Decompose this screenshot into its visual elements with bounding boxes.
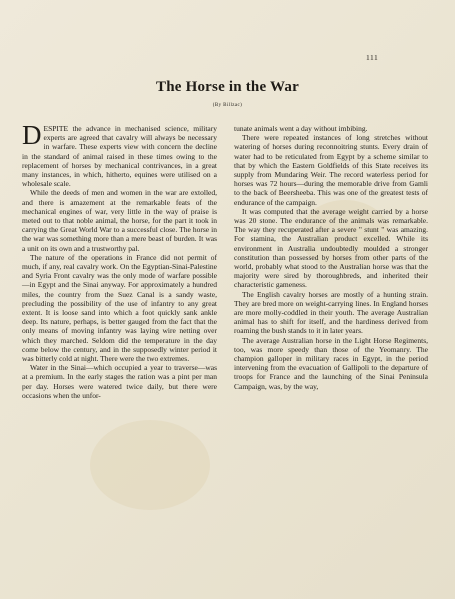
article-title: The Horse in the War	[156, 79, 299, 95]
paper-stain	[90, 420, 210, 510]
paragraph: It was computed that the average weight carried by a horse was 20 stone. The endurance of the animals was remarkable. The way they recuperated after a severe " stunt " was amazing. For stamina, the Australian product excelled. While its environment in Australia undoubtedly moulded a stronger constitution than possessed by horses from other parts of the world, probably what stood to the Australian horse was that the majority were sired by thoroughbreds, and inherited their characteristic gameness.	[234, 206, 428, 290]
paragraph: There were repeated instances of long stretches without watering of horses during reconnoitring stunts. Every drain of water had to be reticulated from Egypt by a scheme similar to that by which the Eastern Goldfields of this State receives its supply from Mundaring Weir. The record waterless period for horses was 72 hours—during the memorable drive from Gamli to the back of Beersheeba. This was one of the greatest tests of endurance of the campaign.	[234, 133, 428, 207]
left-column	[22, 120, 217, 400]
paragraph: While the deeds of men and women in the war are extolled, and there is amazement at the remarkable feats of the mechanical engines of war, very little in the way of praise is meted out to that noble animal, the horse, for the part it took in carrying the Great World War to a successful close. The horse in the war was something more than a mere beast of burden. It was a unit on its own and a trustworthy pal.	[22, 188, 217, 253]
right-column	[234, 124, 428, 391]
drop-cap: D	[22, 120, 42, 150]
paragraph	[22, 120, 217, 189]
page-number: 111	[366, 53, 379, 62]
paragraph-text: ESPITE the advance in mechanised science, military experts are agreed that cavalry will always be necessary in warfare. These experts view with concern the decline in the standard of animal raised in these times owing to the replacement of horses by mechanical contrivances, in a great many instances, in which, hitherto, equines were utilised on a wholesale scale.	[22, 124, 217, 189]
article-byline: (By Billzac)	[212, 103, 243, 108]
paragraph: Water in the Sinai—which occupied a year to traverse—was at a premium. In the early stages the ration was a pint per man per day. Horses were watered twice daily, but there were occasions when the unfor-	[22, 363, 217, 400]
paragraph: The English cavalry horses are mostly of a hunting strain. They are bred more on weight-carrying lines. In England horses are more molly-coddled in their youth. The average Australian animal has to shift for itself, and the hardiness derived from roaming the bush stands to it in later years.	[234, 289, 428, 336]
paragraph: tunate animals went a day without imbibing.	[234, 124, 368, 133]
paragraph: The average Australian horse in the Light Horse Regiments, too, was more speedy than those of the Yeomanry. The champion galloper in military races in Egypt, in the period intervening from the evacuation of Gallipoli to the departure of troops for France and the launching of the Sinai Peninsula Campaign, was, by the way,	[234, 335, 428, 391]
paragraph: The nature of the operations in France did not permit of much, if any, real cavalry work. On the Egyptian-Sinai-Palestine and Syria Front cavalry was the only mode of warfare possible—in Egypt and the Sinai anyway. For approximately a hundred miles, the country from the Suez Canal is a sandy waste, precluding the possibility of the use of infantry to any great extent. It is loose sand into which a foot quickly sank ankle deep. Its nature, perhaps, is better gauged from the fact that the only means of moving infantry was laying wire netting over which they marched. Seldom did the temperature in the day come below the century, and in the supposedly winter period it was bitterly cold at night. There were the two extremes.	[22, 252, 217, 364]
